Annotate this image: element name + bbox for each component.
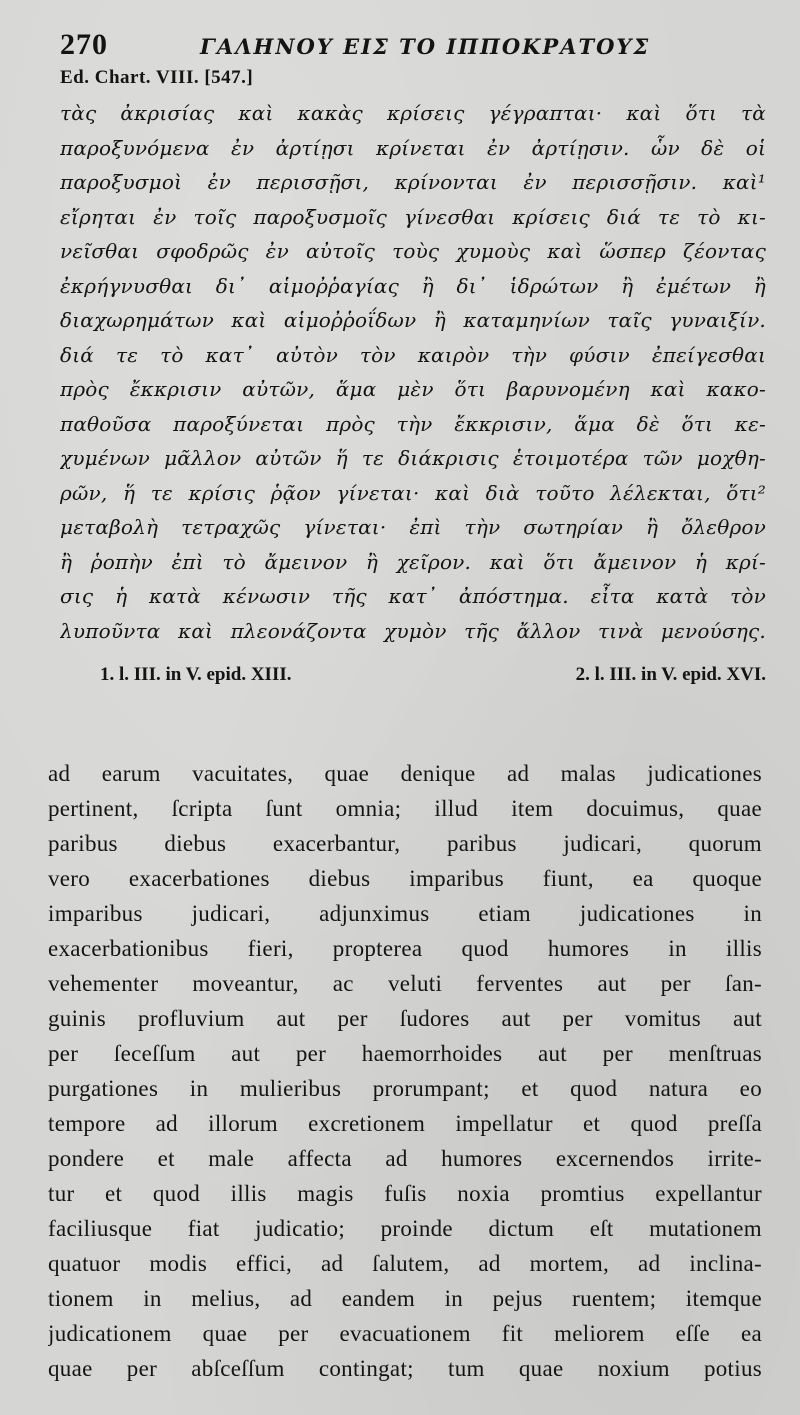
page-header bbox=[60, 28, 760, 68]
latin-text-line: imparibus judicari, adjunximus etiam judicationes in bbox=[48, 901, 762, 926]
latin-text-line: vehementer moveantur, ac veluti ferventes aut per ſan- bbox=[48, 971, 762, 996]
greek-text-line: ρῶν, ἥ τε κρίσις ῥᾷον γίνεται· καὶ διὰ τοῦτο λέλεκται, ὅτι² bbox=[60, 480, 766, 505]
latin-text-line: exacerbationibus fieri, propterea quod humores in illis bbox=[48, 936, 762, 961]
latin-text-line: quae per abſceſſum contingat; tum quae noxium potius bbox=[48, 1356, 762, 1381]
footnotes bbox=[100, 664, 766, 694]
greek-text-line: διαχωρημάτων καὶ αἱμοῤῥοΐδων ἢ καταμηνίων ταῖς γυναιξίν. bbox=[60, 308, 766, 332]
greek-text-block bbox=[60, 96, 766, 648]
latin-text-line: quatuor modis effici, ad ſalutem, ad mortem, ad inclina- bbox=[48, 1251, 762, 1276]
greek-text-line: παροξυνόμενα ἐν ἀρτίῃσι κρίνεται ἐν ἀρτίῃσιν. ὧν δὲ οἱ bbox=[60, 135, 766, 160]
latin-text-line: guinis profluvium aut per ſudores aut per vomitus aut bbox=[48, 1006, 762, 1031]
latin-text-line: tionem in melius, ad eandem in pejus ruentem; itemque bbox=[48, 1286, 762, 1311]
greek-text-line: εἴρηται ἐν τοῖς παροξυσμοῖς γίνεσθαι κρίσεις διά τε τὸ κι- bbox=[60, 204, 766, 229]
greek-text-line: τὰς ἀκρισίας καὶ κακὰς κρίσεις γέγραπται· καὶ ὅτι τὰ bbox=[60, 101, 766, 125]
latin-text-line: faciliusque fiat judicatio; proinde dictum eſt mutationem bbox=[48, 1216, 762, 1241]
latin-text-line: vero exacerbationes diebus imparibus fiunt, ea quoque bbox=[48, 866, 762, 891]
latin-text-line: pertinent, ſcripta ſunt omnia; illud item docuimus, quae bbox=[48, 796, 762, 821]
edition-reference: Ed. Chart. VIII. [547.] bbox=[60, 67, 254, 88]
latin-text-line: paribus diebus exacerbantur, paribus judicari, quorum bbox=[48, 831, 762, 856]
greek-text-line: μεταβολὴ τετραχῶς γίνεται· ἐπὶ τὴν σωτηρίαν ἢ ὄλεθρον bbox=[60, 515, 766, 539]
latin-text-block bbox=[48, 756, 762, 1386]
latin-text-line: tempore ad illorum excretionem impellatur et quod preſſa bbox=[48, 1111, 762, 1136]
greek-text-line: πρὸς ἔκκρισιν αὐτῶν, ἅμα μὲν ὅτι βαρυνομένη καὶ κακο- bbox=[60, 377, 766, 401]
latin-text-line: pondere et male affecta ad humores excernendos irrite- bbox=[48, 1146, 762, 1171]
latin-text-line: per ſeceſſum aut per haemorrhoides aut per menſtruas bbox=[48, 1041, 762, 1066]
greek-text-line: διά τε τὸ κατ᾽ αὐτὸν τὸν καιρὸν τὴν φύσιν ἐπείγεσθαι bbox=[60, 342, 766, 367]
footnote-1: 1. l. III. in V. epid. XIII. bbox=[100, 664, 292, 685]
greek-text-line: ἐκρήγνυσθαι δι᾽ αἱμοῤῥαγίας ἢ δι᾽ ἱδρώτων ἢ ἐμέτων ἢ bbox=[60, 273, 766, 298]
running-title: ΓΑΛΗΝΟΥ ΕΙΣ ΤΟ ΙΠΠΟΚΡΑΤΟΥΣ bbox=[200, 34, 651, 59]
latin-text-line: tur et quod illis magis fuſis noxia promtius expellantur bbox=[48, 1181, 762, 1206]
latin-text-line: ad earum vacuitates, quae denique ad malas judicationes bbox=[48, 761, 762, 786]
greek-text-line: νεῖσθαι σφοδρῶς ἐν αὐτοῖς τοὺς χυμοὺς καὶ ὥσπερ ζέοντας bbox=[60, 239, 766, 263]
greek-text-line: παροξυσμοὶ ἐν περισσῇσι, κρίνονται ἐν περισσῇσιν. καὶ¹ bbox=[60, 170, 766, 194]
greek-text-line: χυμένων μᾶλλον αὐτῶν ἥ τε διάκρισις ἑτοιμοτέρα τῶν μοχθη- bbox=[60, 446, 766, 470]
greek-text-line: ἢ ῥοπὴν ἐπὶ τὸ ἄμεινον ἢ χεῖρον. καὶ ὅτι ἄμεινον ἡ κρί- bbox=[60, 549, 766, 574]
greek-text-line: λυποῦντα καὶ πλεονάζοντα χυμὸν τῆς ἄλλον τινὰ μενούσης. bbox=[60, 618, 766, 643]
footnote-2: 2. l. III. in V. epid. XVI. bbox=[575, 664, 766, 685]
greek-text-line: παθοῦσα παροξύνεται πρὸς τὴν ἔκκρισιν, ἅμα δὲ ὅτι κε- bbox=[60, 411, 766, 436]
greek-text-line: σις ἡ κατὰ κένωσιν τῆς κατ᾽ ἀπόστημα. εἶτα κατὰ τὸν bbox=[60, 584, 766, 608]
latin-text-line: judicationem quae per evacuationem fit meliorem eſſe ea bbox=[48, 1321, 762, 1346]
page-number: 270 bbox=[60, 28, 108, 61]
latin-text-line: purgationes in mulieribus prorumpant; et quod natura eo bbox=[48, 1076, 762, 1101]
